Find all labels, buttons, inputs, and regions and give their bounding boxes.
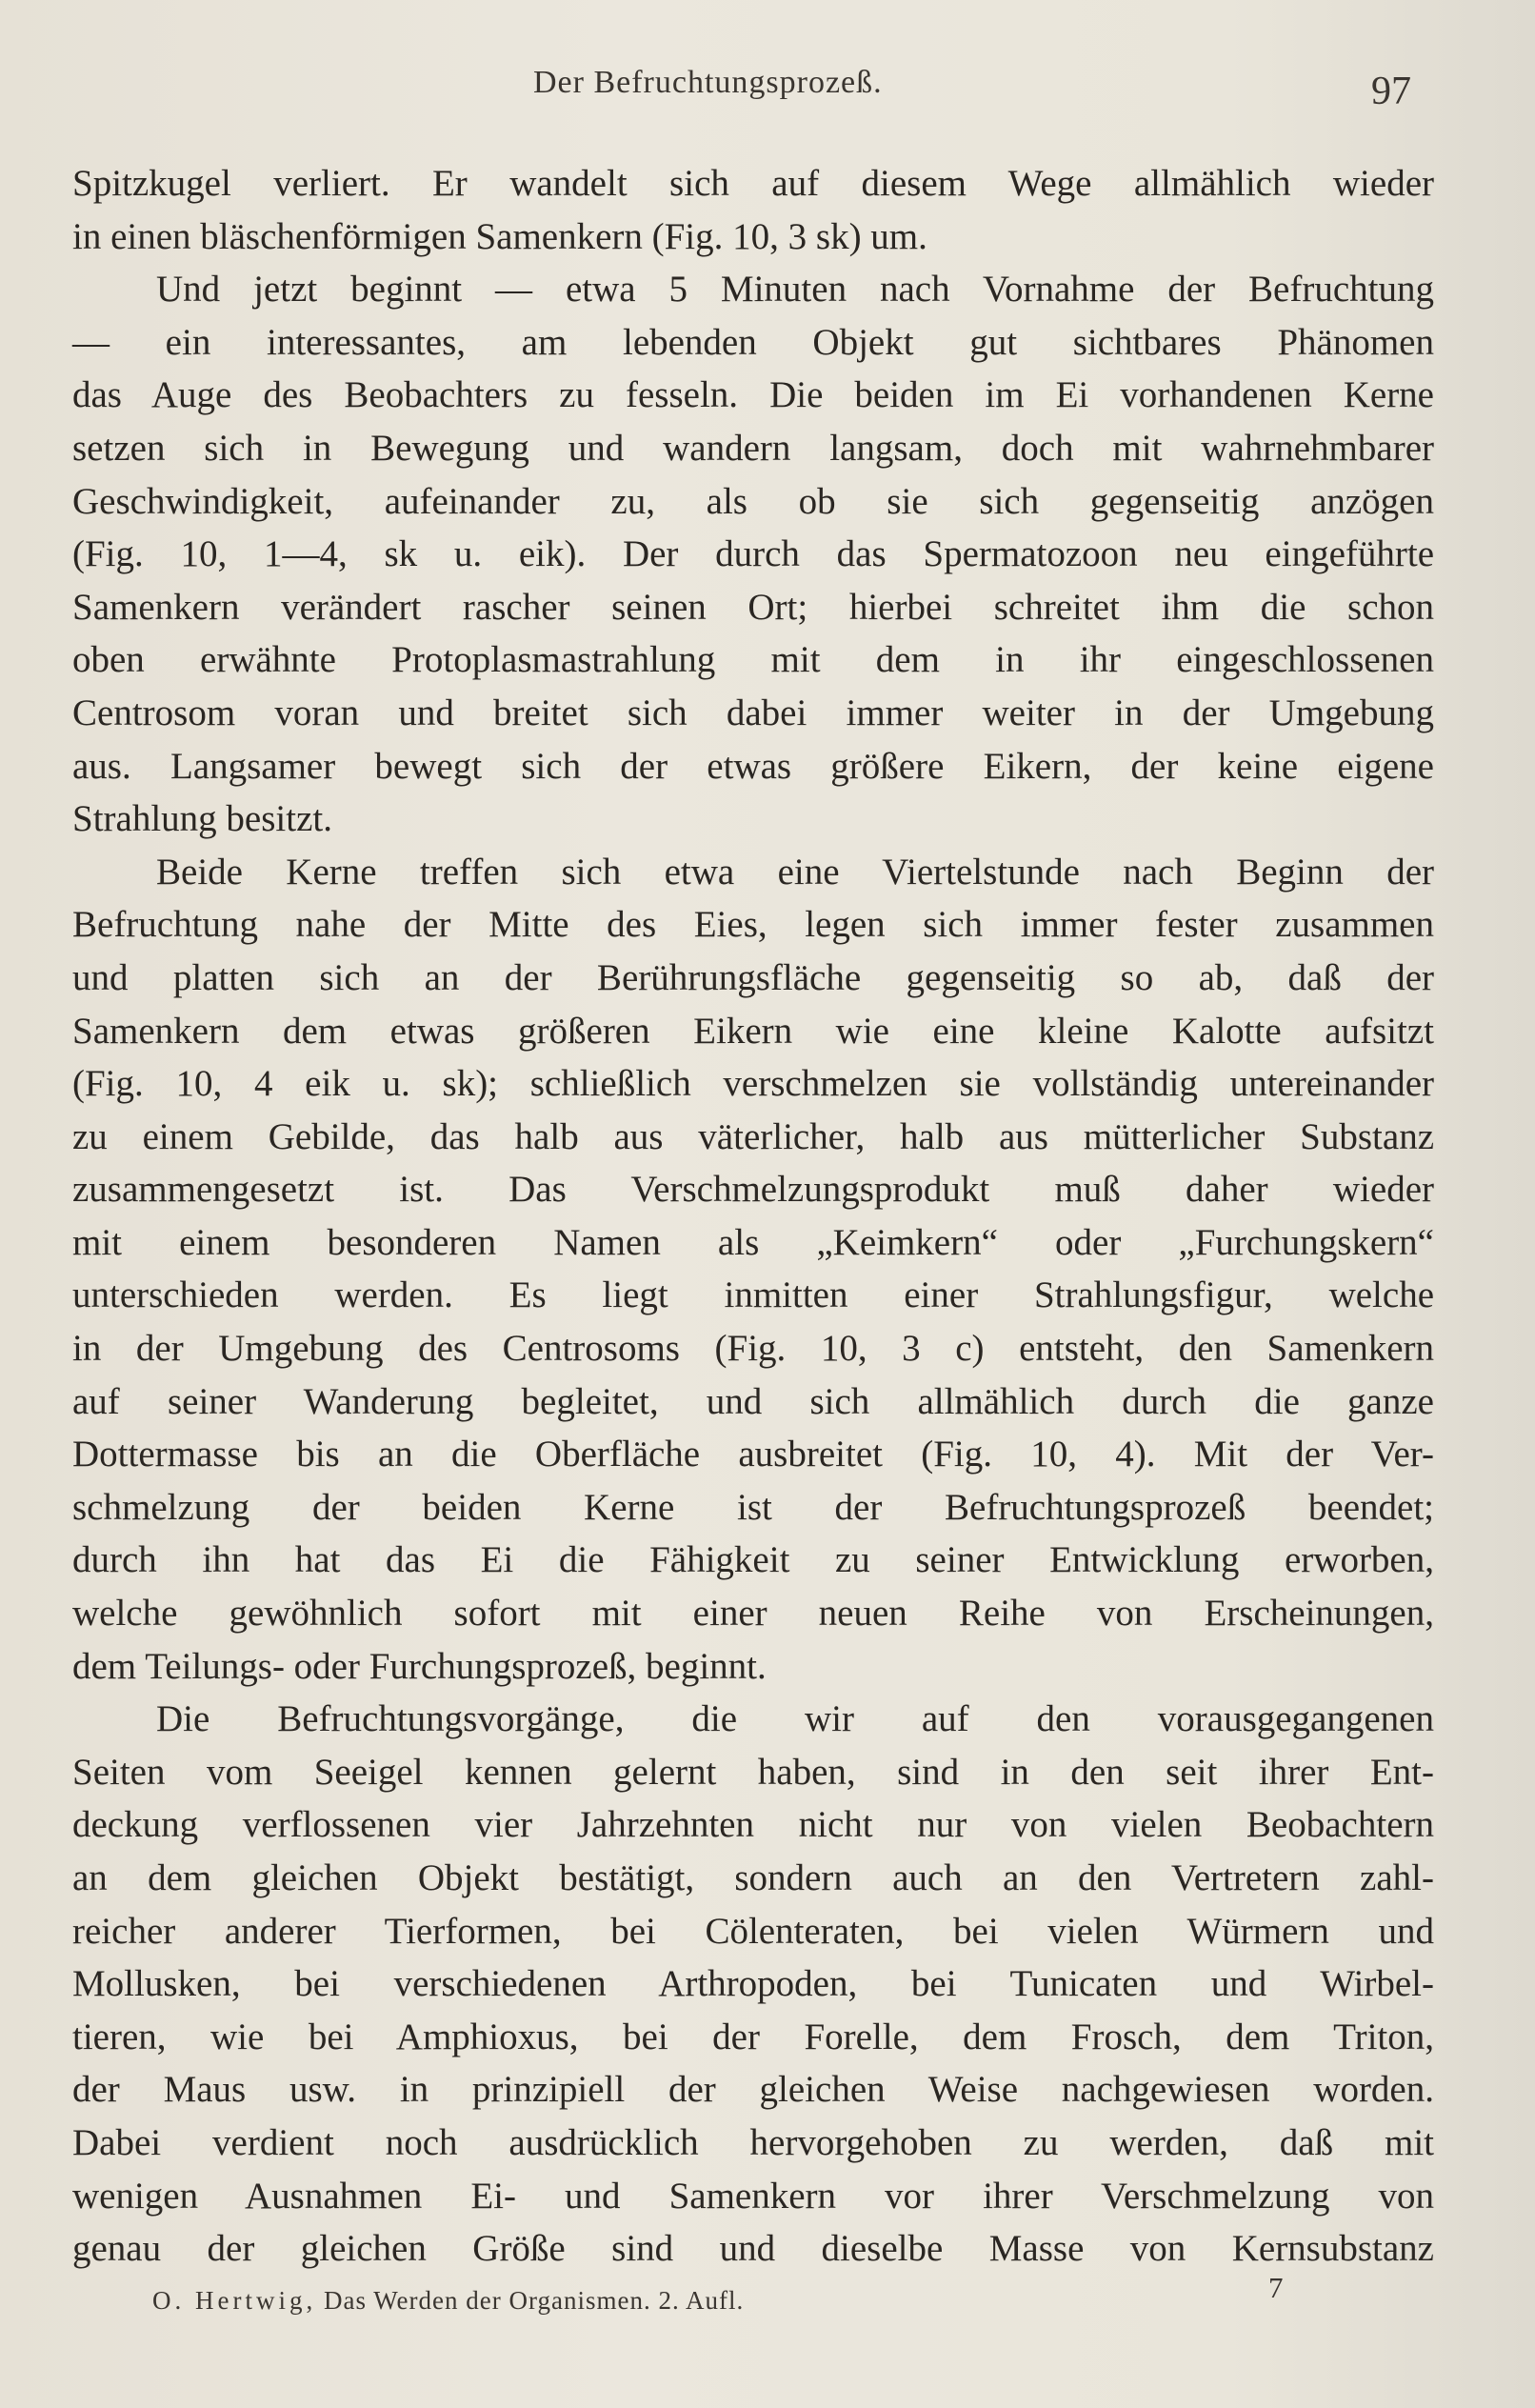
text-line: dem Teilungs- oder Furchungsprozeß, beginnt.	[72, 1645, 767, 1687]
text-line: Dottermasse bis an die Oberfläche ausbreitet (Fig. 10, 4). Mit der Ver-	[72, 1434, 1434, 1475]
text-line: genau der gleichen Größe sind und dieselbe Masse von Kernsubstanz	[72, 2228, 1434, 2270]
text-line: Geschwindigkeit, aufeinander zu, als ob sie sich gegenseitig anzögen	[72, 480, 1434, 522]
text-line: auf seiner Wanderung begleitet, und sich allmählich durch die ganze	[72, 1380, 1434, 1422]
text-line: Die Befruchtungsvorgänge, die wir auf den vorausgegangenen	[156, 1698, 1434, 1740]
text-line: tieren, wie bei Amphioxus, bei der Forelle, dem Frosch, dem Triton,	[72, 2016, 1434, 2057]
text-line: Mollusken, bei verschiedenen Arthropoden, bei Tunicaten und Wirbel-	[72, 1963, 1434, 2005]
text-line: Dabei verdient noch ausdrücklich hervorgehoben zu werden, daß mit	[72, 2121, 1434, 2163]
footer-edition: 2. Aufl.	[658, 2286, 745, 2315]
text-line: setzen sich in Bewegung und wandern langsam, doch mit wahrnehmbarer	[72, 427, 1434, 469]
text-line: oben erwähnte Protoplasmastrahlung mit dem in ihr eingeschlossenen	[72, 639, 1434, 681]
text-line: und platten sich an der Berührungsfläche gegenseitig so ab, daß der	[72, 956, 1434, 998]
text-line: schmelzung der beiden Kerne ist der Befruchtungsprozeß beendet;	[72, 1486, 1434, 1528]
text-line: in der Umgebung des Centrosoms (Fig. 10, 3 c) entsteht, den Samenkern	[72, 1328, 1434, 1370]
footer-author: O. Hertwig,	[152, 2286, 317, 2315]
text-line: Samenkern verändert rascher seinen Ort; hierbei schreitet ihm die schon	[72, 586, 1434, 628]
text-line: aus. Langsamer bewegt sich der etwas größere Eikern, der keine eigene	[72, 745, 1434, 787]
text-line: Samenkern dem etwas größeren Eikern wie eine kleine Kalotte aufsitzt	[72, 1010, 1434, 1052]
text-line: Und jetzt beginnt — etwa 5 Minuten nach Vornahme der Befruchtung	[156, 269, 1434, 311]
text-line: Strahlung besitzt.	[72, 798, 332, 840]
text-line: deckung verflossenen vier Jahrzehnten nicht nur von vielen Beobachtern	[72, 1804, 1434, 1846]
text-line: das Auge des Beobachters zu fesseln. Die beiden im Ei vorhandenen Kerne	[72, 374, 1434, 416]
footer-book-title: Das Werden der Organismen.	[323, 2286, 651, 2315]
text-line: Beide Kerne treffen sich etwa eine Viertelstunde nach Beginn der	[156, 851, 1434, 893]
text-line: Centrosom voran und breitet sich dabei immer weiter in der Umgebung	[72, 692, 1434, 733]
text-line: wenigen Ausnahmen Ei- und Samenkern vor ihrer Verschmelzung von	[72, 2175, 1434, 2217]
text-line: (Fig. 10, 4 eik u. sk); schließlich verschmelzen sie vollständig untereinander	[72, 1063, 1434, 1105]
body-text	[72, 157, 1434, 2276]
text-line: Befruchtung nahe der Mitte des Eies, legen sich immer fester zusammen	[72, 904, 1434, 946]
text-line: in einen bläschenförmigen Samenkern (Fig. 10, 3 sk) um.	[72, 215, 927, 257]
text-line: der Maus usw. in prinzipiell der gleichen Weise nachgewiesen worden.	[72, 2069, 1434, 2111]
text-line: zu einem Gebilde, das halb aus väterlicher, halb aus mütterlicher Substanz	[72, 1115, 1434, 1157]
text-line: reicher anderer Tierformen, bei Cölenteraten, bei vielen Würmern und	[72, 1910, 1434, 1952]
text-line: welche gewöhnlich sofort mit einer neuen Reihe von Erscheinungen,	[72, 1593, 1434, 1635]
footer-citation	[152, 2286, 744, 2316]
text-line: (Fig. 10, 1—4, sk u. eik). Der durch das Spermatozoon neu eingeführte	[72, 533, 1434, 575]
text-line: durch ihn hat das Ei die Fähigkeit zu seiner Entwicklung erworben,	[72, 1539, 1434, 1581]
text-line: zusammengesetzt ist. Das Verschmelzungsprodukt muß daher wieder	[72, 1169, 1434, 1211]
text-line: unterschieden werden. Es liegt inmitten einer Strahlungsfigur, welche	[72, 1274, 1434, 1316]
text-line: mit einem besonderen Namen als „Keimkern“ oder „Furchungskern“	[72, 1221, 1434, 1263]
text-line: an dem gleichen Objekt bestätigt, sondern auch an den Vertretern zahl-	[72, 1857, 1434, 1898]
text-line: Seiten vom Seeigel kennen gelernt haben, sind in den seit ihrer Ent-	[72, 1751, 1434, 1793]
page-number: 97	[1371, 70, 1411, 113]
signature-mark: 7	[1268, 2271, 1284, 2304]
text-line: — ein interessantes, am lebenden Objekt gut sichtbares Phänomen	[72, 321, 1434, 363]
text-line: Spitzkugel verliert. Er wandelt sich auf diesem Wege allmählich wieder	[72, 163, 1434, 204]
running-head: Der Befruchtungsprozeß.	[533, 65, 883, 100]
